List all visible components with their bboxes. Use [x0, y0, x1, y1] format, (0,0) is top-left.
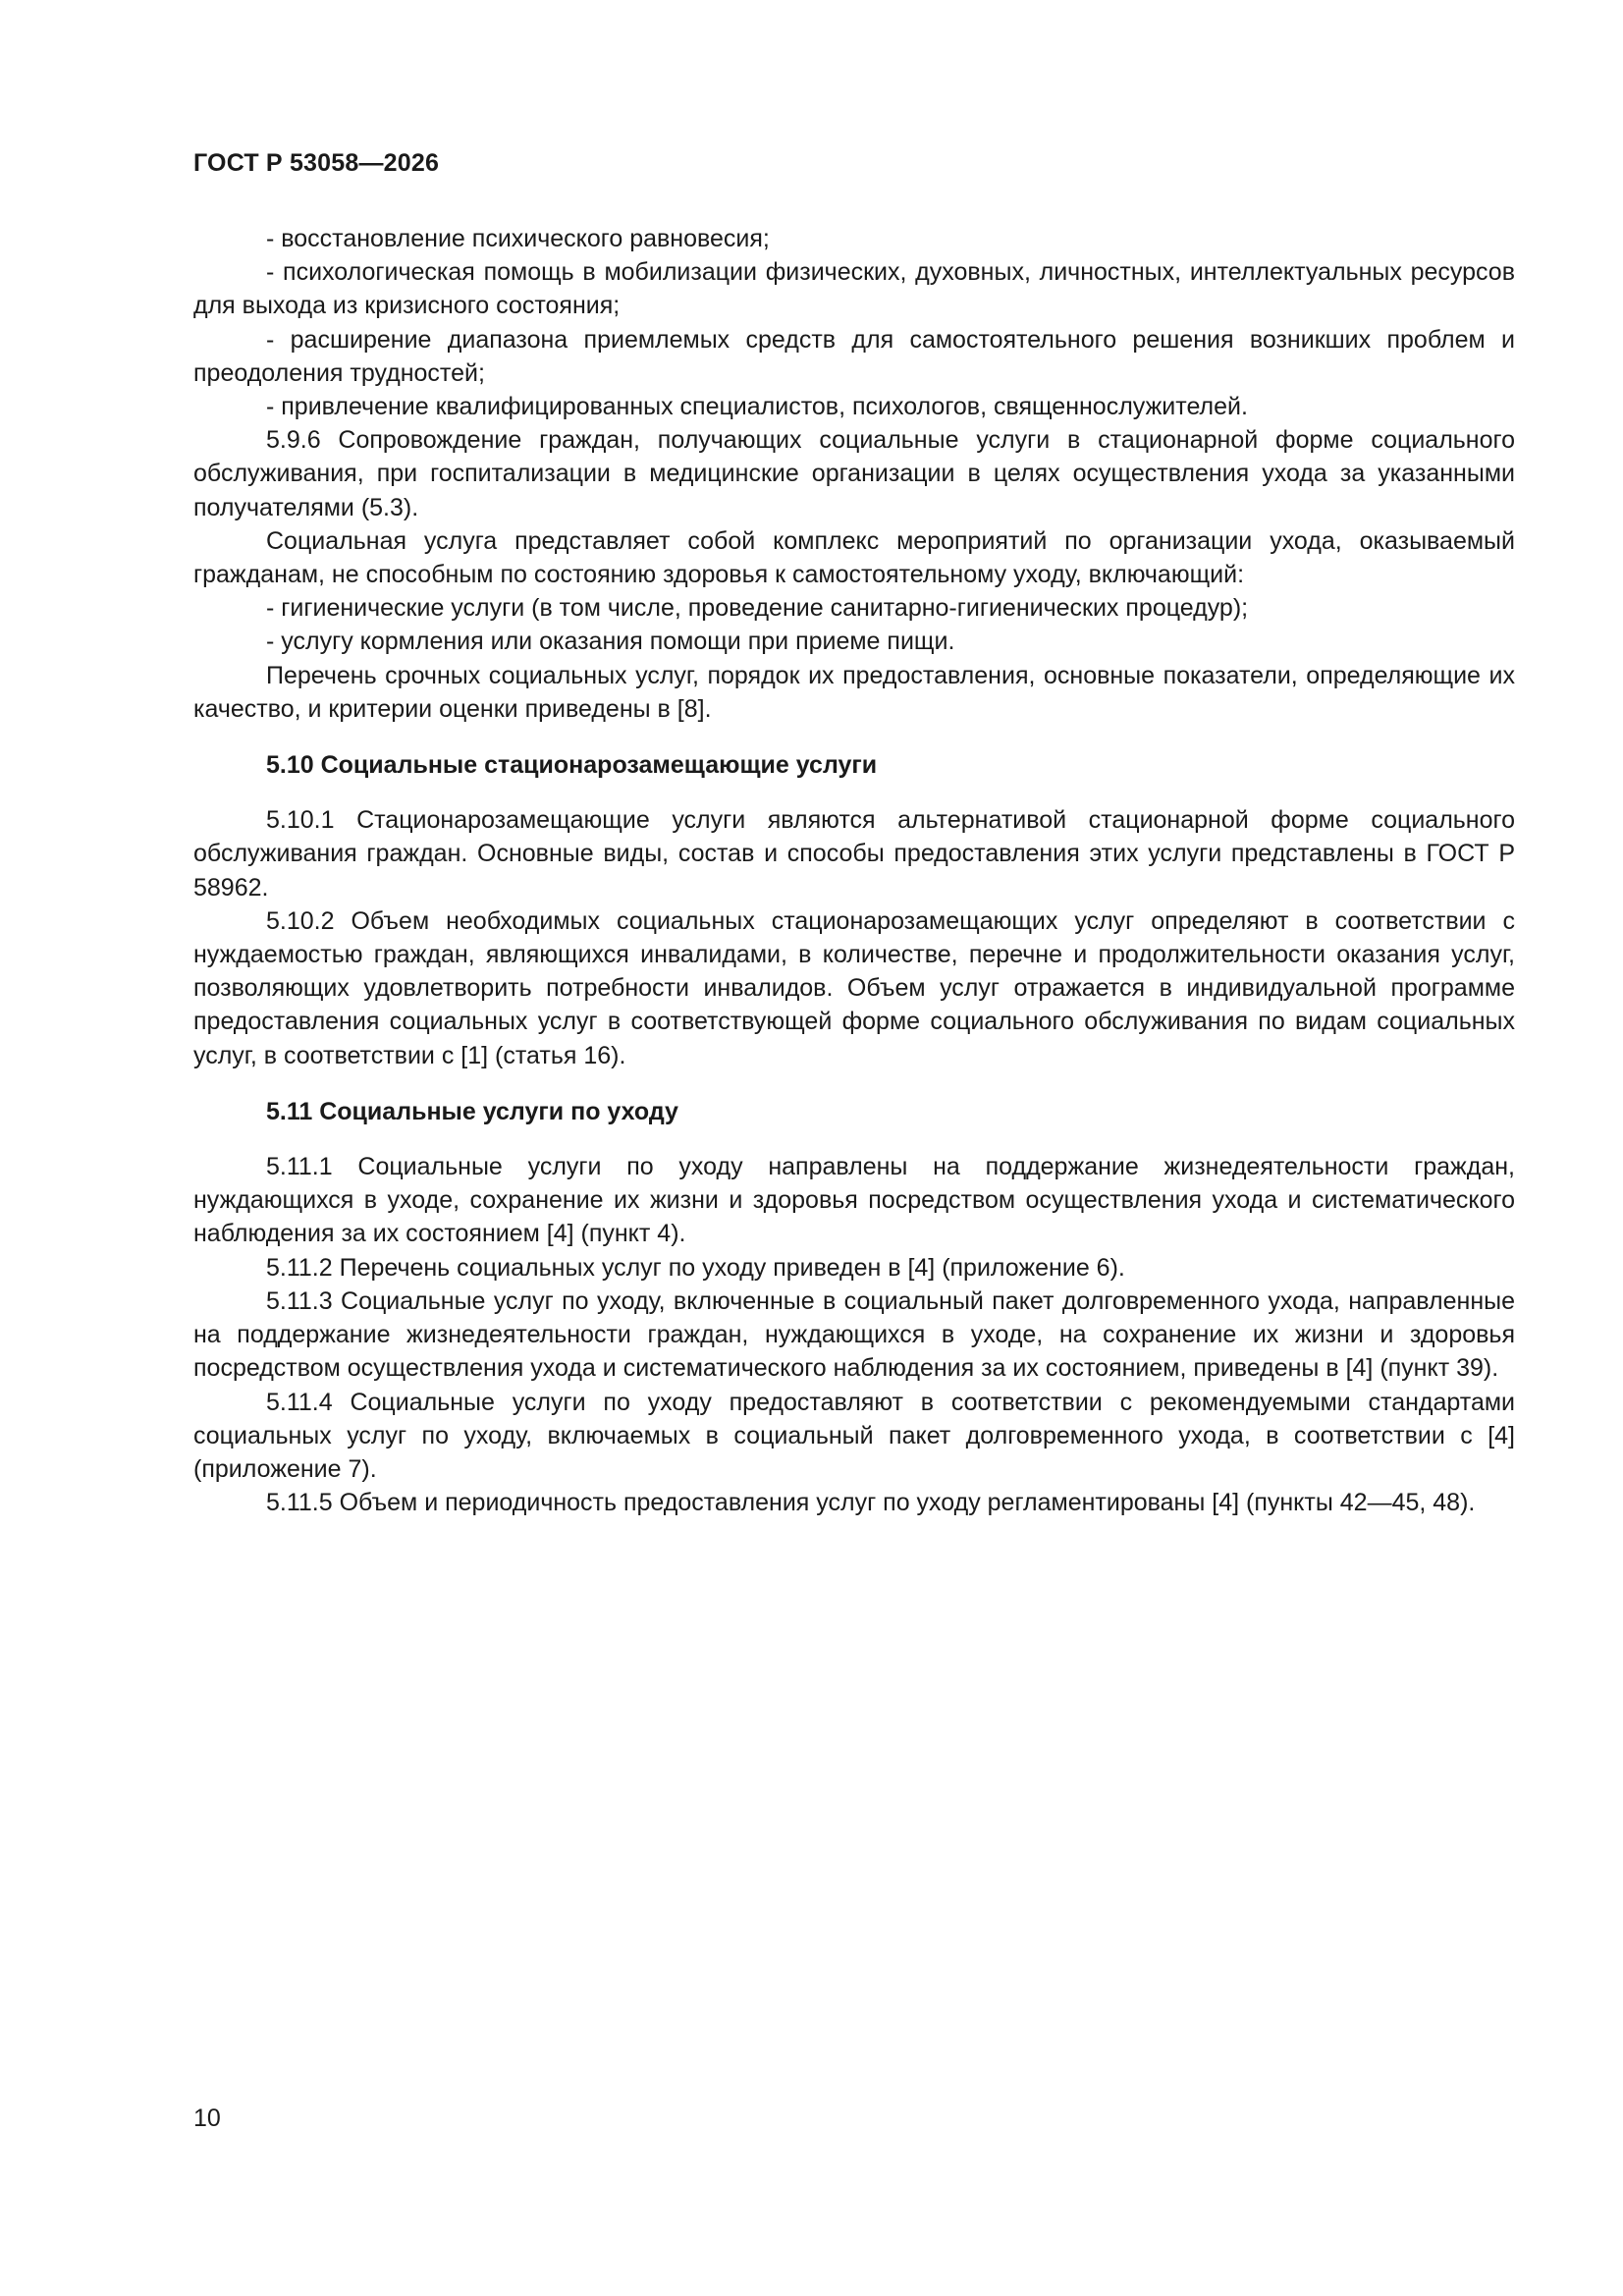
list-item-range-expansion: - расширение диапазона приемлемых средств для самостоятельного решения возникших проблем и преодоления трудностей; — [193, 325, 1515, 387]
paragraph-5-11-3: 5.11.3 Социальные услуг по уходу, включенные в социальный пакет долговременного ухода, направленные на поддержание жизнедеятельности граждан, нуждающихся в уходе, на сохранение их жизни и здоровья посредством осуществления ухода и систематического наблюдения за их состоянием, приведены в [4] (пункт 39). — [193, 1286, 1515, 1383]
list-item-hygiene: - гигиенические услуги (в том числе, проведение санитарно-гигиенических процедур); — [266, 594, 1249, 623]
paragraph-5-10-2: 5.10.2 Объем необходимых социальных стационарозамещающих услуг определяют в соответствии с нуждаемостью граждан, являющихся инвалидами, в количестве, перечне и продолжительности оказания услуг, позволяющих удовлетворить потребности инвалидов. Объем услуг отражается в индивидуальной программе предоставления социальных услуг в соответствующей форме социального обслуживания по видам социальных услуг, в соответствии с [1] (статья 16). — [193, 906, 1515, 1069]
list-item-restoration: - восстановление психического равновесия; — [266, 225, 770, 252]
paragraph-social-service-definition: Социальная услуга представляет собой комплекс мероприятий по организации ухода, оказываемый гражданам, не способным по состоянию здоровья к самостоятельному уходу, включающий: — [193, 526, 1515, 589]
list-item-specialists: - привлечение квалифицированных специалистов, психологов, священнослужителей. — [266, 393, 1248, 421]
paragraph-5-11-5: 5.11.5 Объем и периодичность предоставления услуг по уходу регламентированы [4] (пункты 42—45, 48). — [266, 1489, 1476, 1517]
paragraph-5-11-1: 5.11.1 Социальные услуги по уходу направлены на поддержание жизнедеятельности граждан, нуждающихся в уходе, сохранение их жизни и здоровья посредством осуществления ухода и систематического наблюдения за их состоянием [4] (пункт 4). — [193, 1153, 1515, 1248]
section-heading-5-11: 5.11 Социальные услуги по уходу — [266, 1097, 678, 1125]
paragraph-urgent-services-list: Перечень срочных социальных услуг, порядок их предоставления, основные показатели, определяющие их качество, и критерии оценки приведены в [8]. — [193, 661, 1515, 723]
document-header: ГОСТ Р 53058—2026 — [193, 149, 440, 177]
paragraph-5-11-2: 5.11.2 Перечень социальных услуг по уходу приведен в [4] (приложение 6). — [266, 1253, 1125, 1282]
list-item-psych-help: - психологическая помощь в мобилизации физических, духовных, личностных, интеллектуальных ресурсов для выхода из кризисного состояния; — [193, 258, 1515, 320]
section-heading-5-10: 5.10 Социальные стационарозамещающие услуги — [266, 751, 878, 780]
paragraph-5-10-1: 5.10.1 Стационарозамещающие услуги являются альтернативой стационарной форме социального обслуживания граждан. Основные виды, состав и способы предоставления этих услуги представлены в ГОСТ Р 58962. — [193, 806, 1515, 902]
paragraph-5-9-6: 5.9.6 Сопровождение граждан, получающих социальные услуги в стационарной форме социального обслуживания, при госпитализации в медицинские организации в целях осуществления ухода за указанными получателями (5.3). — [193, 426, 1515, 521]
list-item-feeding: - услугу кормления или оказания помощи при приеме пищи. — [266, 628, 955, 656]
paragraph-5-11-4: 5.11.4 Социальные услуги по уходу предоставляют в соответствии с рекомендуемыми стандартами социальных услуг по уходу, включаемых в социальный пакет долговременного ухода, в соответствии с [4] (приложение 7). — [193, 1388, 1515, 1483]
document-body — [193, 222, 1515, 1519]
page-number: 10 — [193, 2105, 221, 2132]
